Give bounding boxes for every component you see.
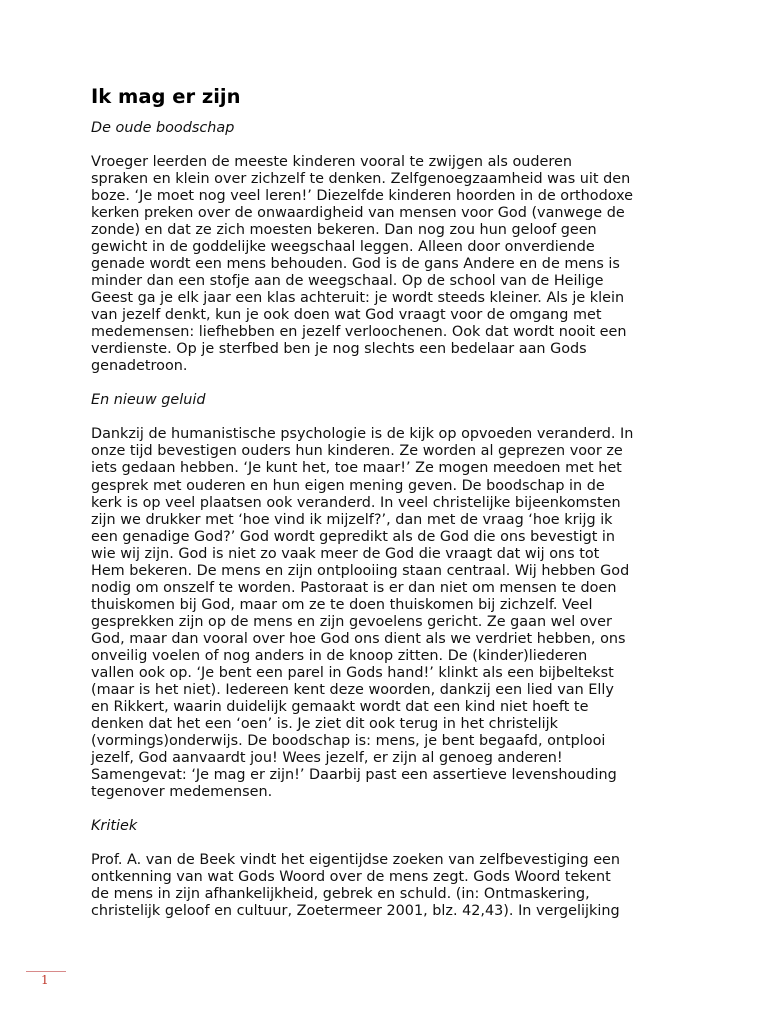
text-line: thuiskomen bij God, maar om ze te doen thuiskomen bij zichzelf. Veel xyxy=(91,596,593,613)
text-line: onze tijd bevestigen ouders hun kinderen. Ze worden al geprezen voor ze xyxy=(91,443,623,460)
text-line: een genadige God?’ God wordt gepredikt als de God die ons bevestigt in xyxy=(91,528,616,545)
text-line: jezelf, God aanvaardt jou! Wees jezelf, er zijn al genoeg anderen! xyxy=(91,750,563,766)
text-line: verdienste. Op je sterfbed ben je nog slechts een bedelaar aan Gods xyxy=(91,341,587,358)
section-heading: Kritiek xyxy=(91,818,138,835)
text-line: spraken en klein over zichzelf te denken. Zelfgenoegzaamheid was uit den xyxy=(91,171,631,188)
text-line: denken dat het een ‘oen’ is. Je ziet dit ook terug in het christelijk xyxy=(91,715,558,732)
text-line: genade wordt een mens behouden. God is de gans Andere en de mens is xyxy=(91,256,620,273)
page-number: 1 xyxy=(41,973,49,987)
text-line: tegenover medemensen. xyxy=(91,784,273,801)
text-line: medemensen: liefhebben en jezelf verloochenen. Ook dat wordt nooit een xyxy=(91,324,627,341)
text-line: nodig om onszelf te worden. Pastoraat is er dan niet om mensen te doen xyxy=(91,579,617,596)
text-line: wie wij zijn. God is niet zo vaak meer de God die vraagt dat wij ons tot xyxy=(91,545,600,562)
text-line: Samengevat: ‘Je mag er zijn!’ Daarbij past een assertieve levenshouding xyxy=(91,767,617,784)
text-line: onveilig voelen of nog anders in de knoop zitten. De (kinder)liederen xyxy=(91,647,588,664)
document-body xyxy=(91,84,681,937)
text-line: de mens in zijn afhankelijkheid, gebrek en schuld. (in: Ontmaskering, xyxy=(91,886,590,903)
section-heading: De oude boodschap xyxy=(91,120,235,136)
text-line: zijn we drukker met ‘hoe vind ik mijzelf?’, dan met de vraag ‘hoe krijg ik xyxy=(91,511,613,528)
text-line: Prof. A. van de Beek vindt het eigentijdse zoeken van zelfbevestiging een xyxy=(91,852,621,869)
text-line: zonde) en dat ze zich moesten bekeren. Dan nog zou hun geloof geen xyxy=(91,222,597,239)
text-line: gewicht in de goddelijke weegschaal leggen. Alleen door onverdiende xyxy=(91,239,595,256)
text-line: (maar is het niet). Iedereen kent deze woorden, dankzij een lied van Elly xyxy=(91,681,614,698)
document-title: Ik mag er zijn xyxy=(91,85,241,108)
text-line: (vormings)onderwijs. De boodschap is: mens, je bent begaafd, ontplooi xyxy=(91,732,606,749)
text-line: vallen ook op. ‘Je bent een parel in Gods hand!’ klinkt als een bijbeltekst xyxy=(91,664,614,681)
text-line: God, maar dan vooral over hoe God ons dient als we verdriet hebben, ons xyxy=(91,630,626,647)
text-line: en Rikkert, waarin duidelijk gemaakt wordt dat een kind niet hoeft te xyxy=(91,698,589,715)
text-line: genadetroon. xyxy=(91,358,188,375)
text-line: minder dan een stofje aan de weegschaal. Op de school van de Heilige xyxy=(91,273,604,290)
text-line: kerk is op veel plaatsen ook veranderd. In veel christelijke bijeenkomsten xyxy=(91,494,621,511)
footer-divider xyxy=(26,971,66,972)
text-line: iets gedaan hebben. ‘Je kunt het, toe maar!’ Ze mogen meedoen met het xyxy=(91,460,622,477)
text-line: Dankzij de humanistische psychologie is de kijk op opvoeden veranderd. In xyxy=(91,426,634,443)
text-line: van jezelf denkt, kun je ook doen wat God vraagt voor de omgang met xyxy=(91,307,602,324)
section-paragraph xyxy=(91,852,681,920)
text-line: Hem bekeren. De mens en zijn ontplooiing staan centraal. Wij hebben God xyxy=(91,562,630,579)
text-line: christelijk geloof en cultuur, Zoetermeer 2001, blz. 42,43). In vergelijking xyxy=(91,903,620,920)
text-line: gesprek met ouderen en hun eigen mening geven. De boodschap in de xyxy=(91,477,605,494)
text-line: Geest ga je elk jaar een klas achteruit: je wordt steeds kleiner. Als je klein xyxy=(91,290,625,307)
section-paragraph xyxy=(91,426,681,801)
text-line: ontkenning van wat Gods Woord over de mens zegt. Gods Woord tekent xyxy=(91,869,611,886)
section-heading: En nieuw geluid xyxy=(91,392,206,409)
text-line: boze. ‘Je moet nog veel leren!’ Diezelfde kinderen hoorden in de orthodoxe xyxy=(91,188,634,205)
text-line: Vroeger leerden de meeste kinderen vooral te zwijgen als ouderen xyxy=(91,154,572,170)
text-line: kerken preken over de onwaardigheid van mensen voor God (vanwege de xyxy=(91,205,625,222)
text-line: gesprekken zijn op de mens en zijn gevoelens gericht. Ze gaan wel over xyxy=(91,613,612,630)
section-paragraph xyxy=(91,154,681,375)
